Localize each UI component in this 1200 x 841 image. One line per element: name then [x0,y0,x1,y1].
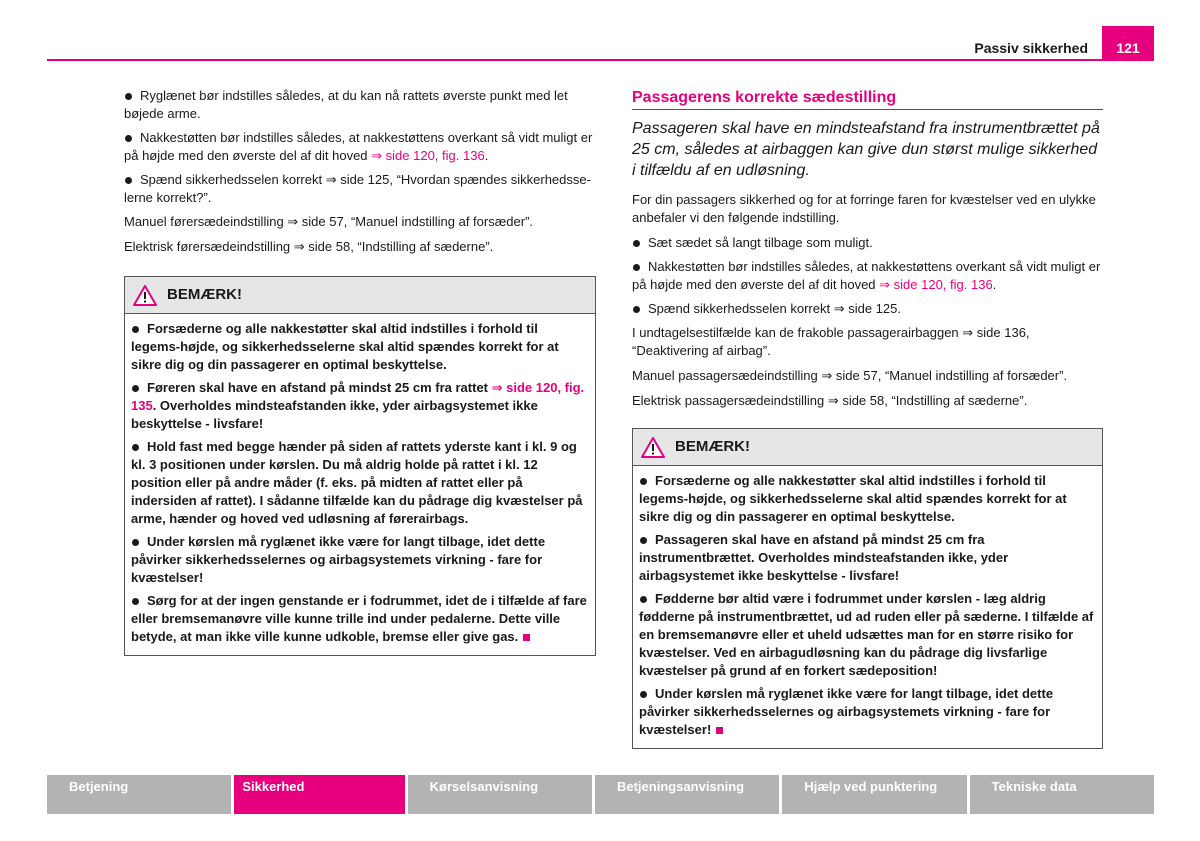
bullet-icon [633,240,640,247]
cross-reference-link[interactable]: ⇒ side 120, fig. 136 [879,277,993,292]
list-item: Spænd sikkerhedsselen korrekt ⇒ side 125. [632,300,1103,318]
list-item: Nakkestøtten bør indstilles således, at nakkestøttens overkant så vidt muligt er på højde med den øverste del af dit hoved ⇒ side 120, fig. 136. [632,259,1101,292]
list-item: Føreren skal have en afstand på mindst 25 cm fra rattet ⇒ side 120, fig. 135. Overholdes mindsteafstanden ikke, yder airbagsystemet ikke beskyttelse - livsfare! [131,380,585,431]
paragraph: Elektrisk førersædeindstilling ⇒ side 58, “Indstilling af sæderne”. [124,239,494,254]
bullet-icon [132,444,139,451]
end-mark-icon [523,634,530,641]
paragraph: I undtagelsestilfælde kan de frakoble passagerairbaggen ⇒ side 136, “Deaktivering af airbag”. [632,325,1030,358]
list-item: Forsæderne og alle nakkestøtter skal altid indstilles i forhold til legems-højde, og sikkerhedsselerne skal altid spændes korrekt for at sikre dig og din passagerer en optimal beskyttelse. [639,473,1067,524]
list-item: Sørg for at der ingen genstande er i fodrummet, idet de i tilfælde af fare eller bremsemanøvre ville kunne trille ind under pedalerne. Dette ville betyde, at man ikke ville kunne udkoble, bremse eller give gas. [131,593,587,644]
list-item: Nakkestøtten bør indstilles således, at nakkestøttens overkant så vidt muligt er på højde med den øverste del af dit hoved ⇒ side 120, fig. 136. [124,130,593,163]
note-body [125,314,595,655]
note-title: BEMÆRK! [675,438,750,455]
list-item: Under kørslen må ryglænet ikke være for langt tilbage, idet dette påvirker sikkerhedsselernes og airbagsystemets virkning - fare for kvæstelser! [639,686,1054,737]
bullet-icon [633,264,640,271]
tab-sikkerhed[interactable]: Sikkerhed [234,775,404,814]
bullet-icon [125,93,132,100]
section-title: Passiv sikkerhed [974,40,1088,56]
paragraph: Elektrisk passagersædeindstilling ⇒ side 58, “Indstilling af sæderne”. [632,393,1028,408]
bullet-icon [640,596,647,603]
right-column [632,87,1103,749]
bullet-icon [633,306,640,313]
note-header [125,277,595,314]
bullet-icon [640,478,647,485]
cross-reference-link[interactable]: ⇒ side 120, fig. 136 [371,148,485,163]
cross-reference-link[interactable]: ⇒ side 120, fig. 135 [131,380,585,413]
warning-triangle-icon [133,285,157,306]
note-body [633,466,1102,748]
paragraph: For din passagers sikkerhed og for at forringe faren for kvæstelser ved en ulykke anbefaler vi den følgende indstilling. [632,192,1096,225]
list-item: Fødderne bør altid være i fodrummet under kørslen - læg aldrig fødderne på instrumentbrættet, ud ad ruden eller på sæderne. I tilfælde af en bremsemanøvre eller et uheld udsættes man for en større risiko for kvæstelser. Ved en airbagudløsning kan du pådrage dig livsfarlige kvæstelser på grund af en forkert sædeposition! [639,591,1094,678]
paragraph: Manuel passagersædeindstilling ⇒ side 57, “Manuel indstilling af forsæder”. [632,368,1068,383]
bullet-icon [125,177,132,184]
warning-triangle-icon [641,437,665,458]
list-item: Hold fast med begge hænder på siden af rattets yderste kant i kl. 9 og kl. 3 positionen under kørslen. Du må aldrig holde på rattet i kl. 12 position eller på andre måder (f. eks. på midten af rattet eller på indersiden af rattet). I sådanne tilfælde kan du pådrage dig kvæstelser på arme, hænder og hoved ved udløsning af førerairbags. [131,439,583,526]
bullet-icon [640,691,647,698]
bullet-icon [132,326,139,333]
tab-tekniske-data[interactable]: Tekniske data [970,775,1154,814]
warning-note [632,428,1103,749]
tab-betjening[interactable]: Betjening [47,775,231,814]
bottom-navigation [47,775,1154,814]
end-mark-icon [716,727,723,734]
list-item: Spænd sikkerhedsselen korrekt ⇒ side 125, “Hvordan spændes sikkerhedsse-lerne korrekt?”. [124,172,591,205]
header-rule [47,59,1154,61]
page-number: 121 [1102,26,1154,60]
list-item: Ryglænet bør indstilles således, at du kan nå rattets øverste punkt med let bøjede arme. [124,88,568,121]
list-item: Sæt sædet så langt tilbage som muligt. [632,234,1103,252]
intro-text: Passageren skal have en mindsteafstand fra instrumentbrættet på 25 cm, således at airbaggen kan give dun størst mulige sikkerhed i tilfældu af en udløsning. [632,120,1100,179]
list-item: Under kørslen må ryglænet ikke være for langt tilbage, idet dette påvirker sikkerhedsselernes og airbagsystemets virkning - fare for kvæstelser! [131,534,546,585]
tab-hjaelp-ved-punktering[interactable]: Hjælp ved punktering [782,775,966,814]
list-item: Forsæderne og alle nakkestøtter skal altid indstilles i forhold til legems-højde, og sikkerhedsselerne skal altid spændes korrekt for at sikre dig og din passagerer en optimal beskyttelse. [131,321,559,372]
note-header [633,429,1102,466]
bullet-icon [125,135,132,142]
bullet-icon [640,537,647,544]
list-item: Passageren skal have en afstand på mindst 25 cm fra instrumentbrættet. Overholdes mindsteafstanden ikke, yder airbagsystemet ikke beskyttelse - livsfare! [639,532,1009,583]
left-column [124,87,596,656]
tab-betjeningsanvisning[interactable]: Betjeningsanvisning [595,775,779,814]
tab-korselsanvisning[interactable]: Kørselsanvisning [408,775,592,814]
section-heading: Passagerens korrekte sædestilling [632,89,1103,110]
note-title: BEMÆRK! [167,286,242,303]
bullet-icon [132,539,139,546]
bullet-icon [132,598,139,605]
paragraph: Manuel førersædeindstilling ⇒ side 57, “Manuel indstilling af forsæder”. [124,214,534,229]
warning-note [124,276,596,656]
bullet-icon [132,385,139,392]
